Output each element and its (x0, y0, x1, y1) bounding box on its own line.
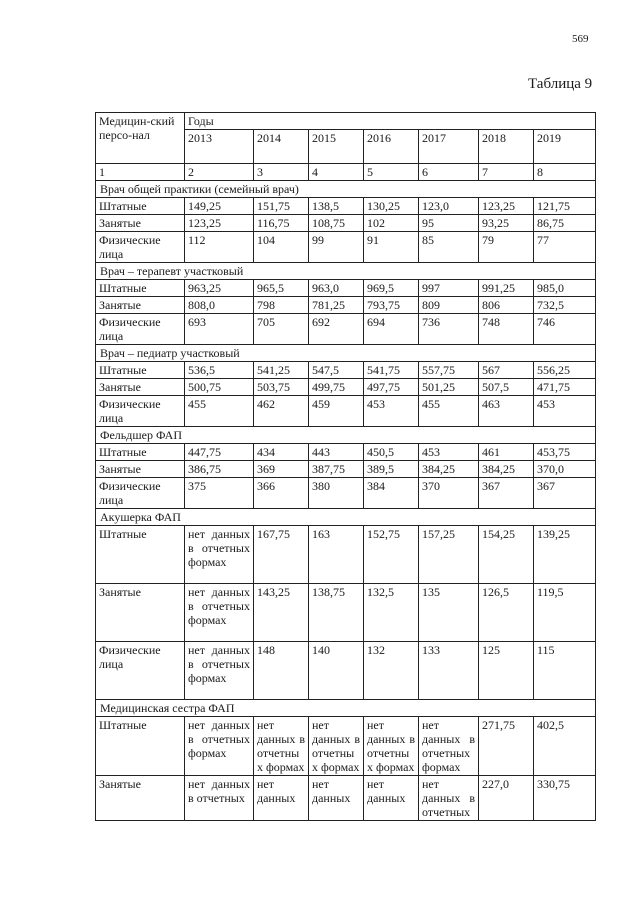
column-number: 8 (534, 164, 596, 181)
table-cell: 455 (419, 396, 479, 427)
table-cell: 121,75 (534, 198, 596, 215)
table-cell: 434 (254, 444, 309, 461)
table-cell: 471,75 (534, 379, 596, 396)
row-label: Штатные (96, 198, 185, 215)
table-cell: 123,25 (185, 215, 254, 232)
table-cell: 370,0 (534, 461, 596, 478)
table-cell: 459 (309, 396, 364, 427)
row-label: Физические лица (96, 396, 185, 427)
table-cell: 781,25 (309, 297, 364, 314)
table-cell: 151,75 (254, 198, 309, 215)
table-cell: 746 (534, 314, 596, 345)
staffing-table (95, 112, 596, 821)
table-cell: 133 (419, 642, 479, 700)
row-label: Физические лица (96, 314, 185, 345)
table-cell: нет данных (254, 776, 309, 821)
section-title: Врач – педиатр участковый (96, 345, 596, 362)
table-cell: 447,75 (185, 444, 254, 461)
section-title: Акушерка ФАП (96, 509, 596, 526)
row-label: Занятые (96, 379, 185, 396)
table-cell: 108,75 (309, 215, 364, 232)
table-cell: нет данных в отчетных формах (364, 717, 419, 776)
section-title: Врач общей практики (семейный врач) (96, 181, 596, 198)
table-cell: 450,5 (364, 444, 419, 461)
table-cell: 132 (364, 642, 419, 700)
table-cell: 387,75 (309, 461, 364, 478)
table-cell: 453 (534, 396, 596, 427)
table-cell: 85 (419, 232, 479, 263)
table-cell: нет данных (364, 776, 419, 821)
table-cell: 694 (364, 314, 419, 345)
table-cell: 402,5 (534, 717, 596, 776)
table-cell: 271,75 (479, 717, 534, 776)
table-cell: 963,25 (185, 280, 254, 297)
table-cell: 507,5 (479, 379, 534, 396)
table-cell: 808,0 (185, 297, 254, 314)
table-cell: 692 (309, 314, 364, 345)
table-cell: 370 (419, 478, 479, 509)
table-cell: 985,0 (534, 280, 596, 297)
header-year: 2016 (364, 130, 419, 164)
table-caption: Таблица 9 (528, 76, 593, 92)
table-cell: 557,75 (419, 362, 479, 379)
table-cell: 453 (419, 444, 479, 461)
column-number: 1 (96, 164, 185, 181)
table-cell: 138,5 (309, 198, 364, 215)
header-year: 2013 (185, 130, 254, 164)
table-cell: 806 (479, 297, 534, 314)
table-cell: 969,5 (364, 280, 419, 297)
table-cell: 541,75 (364, 362, 419, 379)
table-cell: 556,25 (534, 362, 596, 379)
table-cell: нет данных в отчетных (185, 776, 254, 821)
table-cell: 139,25 (534, 526, 596, 584)
table-cell: 138,75 (309, 584, 364, 642)
table-cell: 693 (185, 314, 254, 345)
header-year: 2015 (309, 130, 364, 164)
table-cell: нет данных в отчетных формах (185, 717, 254, 776)
table-cell: нет данных в отчетных формах (185, 526, 254, 584)
table-cell: 453,75 (534, 444, 596, 461)
column-number: 5 (364, 164, 419, 181)
table-cell: 132,5 (364, 584, 419, 642)
table-cell: 991,25 (479, 280, 534, 297)
header-year: 2018 (479, 130, 534, 164)
table-cell: 115 (534, 642, 596, 700)
column-number: 3 (254, 164, 309, 181)
column-number: 4 (309, 164, 364, 181)
table-cell: 125 (479, 642, 534, 700)
table-cell: 732,5 (534, 297, 596, 314)
row-label: Занятые (96, 215, 185, 232)
row-label: Физические лица (96, 478, 185, 509)
table-cell: 167,75 (254, 526, 309, 584)
table-cell: 384 (364, 478, 419, 509)
table-cell: 366 (254, 478, 309, 509)
section-title: Медицинская сестра ФАП (96, 700, 596, 717)
column-number: 6 (419, 164, 479, 181)
row-label: Занятые (96, 584, 185, 642)
section-title: Врач – терапевт участковый (96, 263, 596, 280)
header-personnel: Медицин-ский персо-нал (96, 113, 185, 164)
table-cell: 330,75 (534, 776, 596, 821)
table-cell: 547,5 (309, 362, 364, 379)
table-cell: 461 (479, 444, 534, 461)
table-cell: 462 (254, 396, 309, 427)
row-label: Занятые (96, 776, 185, 821)
table-cell: 154,25 (479, 526, 534, 584)
table-cell: 104 (254, 232, 309, 263)
table-cell: 126,5 (479, 584, 534, 642)
table-cell: 386,75 (185, 461, 254, 478)
table-cell: 809 (419, 297, 479, 314)
table-cell: 567 (479, 362, 534, 379)
table-cell: 500,75 (185, 379, 254, 396)
table-cell: 736 (419, 314, 479, 345)
table-cell: 503,75 (254, 379, 309, 396)
table-cell: 91 (364, 232, 419, 263)
table-cell: 748 (479, 314, 534, 345)
table-cell: 152,75 (364, 526, 419, 584)
table-cell: 102 (364, 215, 419, 232)
row-label: Занятые (96, 297, 185, 314)
table-cell: 367 (479, 478, 534, 509)
table-cell: 705 (254, 314, 309, 345)
table-cell: 536,5 (185, 362, 254, 379)
page-number: 569 (572, 33, 589, 45)
table-cell: 384,25 (479, 461, 534, 478)
table-cell: 497,75 (364, 379, 419, 396)
table-cell: 463 (479, 396, 534, 427)
table-cell: 95 (419, 215, 479, 232)
table-cell: нет данных в отчетных формах (419, 717, 479, 776)
table-cell: нет данных в отчетных (419, 776, 479, 821)
table-cell: 798 (254, 297, 309, 314)
row-label: Штатные (96, 280, 185, 297)
row-label: Штатные (96, 362, 185, 379)
table-cell: 541,25 (254, 362, 309, 379)
table-cell: 455 (185, 396, 254, 427)
table-cell: нет данных в отчетных формах (185, 584, 254, 642)
table-cell: 963,0 (309, 280, 364, 297)
table-cell: 140 (309, 642, 364, 700)
table-cell: нет данных в отчетных формах (254, 717, 309, 776)
column-number: 2 (185, 164, 254, 181)
table-cell: 130,25 (364, 198, 419, 215)
header-year: 2017 (419, 130, 479, 164)
table-cell: 501,25 (419, 379, 479, 396)
table-cell: 384,25 (419, 461, 479, 478)
row-label: Физические лица (96, 642, 185, 700)
header-year: 2014 (254, 130, 309, 164)
table-cell: 86,75 (534, 215, 596, 232)
row-label: Штатные (96, 526, 185, 584)
header-years-label: Годы (185, 113, 596, 130)
table-cell: 369 (254, 461, 309, 478)
table-cell: нет данных в отчетных формах (309, 717, 364, 776)
table-cell: нет данных (309, 776, 364, 821)
table-cell: 157,25 (419, 526, 479, 584)
table-cell: 367 (534, 478, 596, 509)
table-cell: 143,25 (254, 584, 309, 642)
column-number: 7 (479, 164, 534, 181)
table-cell: 112 (185, 232, 254, 263)
table-cell: нет данных в отчетных формах (185, 642, 254, 700)
table-cell: 965,5 (254, 280, 309, 297)
table-cell: 227,0 (479, 776, 534, 821)
table-cell: 79 (479, 232, 534, 263)
table-cell: 116,75 (254, 215, 309, 232)
row-label: Штатные (96, 717, 185, 776)
table-cell: 123,0 (419, 198, 479, 215)
row-label: Физические лица (96, 232, 185, 263)
table-cell: 793,75 (364, 297, 419, 314)
table-cell: 163 (309, 526, 364, 584)
header-year: 2019 (534, 130, 596, 164)
table-cell: 375 (185, 478, 254, 509)
table-cell: 77 (534, 232, 596, 263)
row-label: Занятые (96, 461, 185, 478)
table-cell: 443 (309, 444, 364, 461)
table-cell: 99 (309, 232, 364, 263)
table-cell: 148 (254, 642, 309, 700)
table-cell: 453 (364, 396, 419, 427)
row-label: Штатные (96, 444, 185, 461)
table-cell: 119,5 (534, 584, 596, 642)
table-cell: 499,75 (309, 379, 364, 396)
section-title: Фельдшер ФАП (96, 427, 596, 444)
table-cell: 93,25 (479, 215, 534, 232)
table-cell: 149,25 (185, 198, 254, 215)
table-cell: 135 (419, 584, 479, 642)
table-cell: 997 (419, 280, 479, 297)
table-cell: 380 (309, 478, 364, 509)
table-cell: 389,5 (364, 461, 419, 478)
table-cell: 123,25 (479, 198, 534, 215)
